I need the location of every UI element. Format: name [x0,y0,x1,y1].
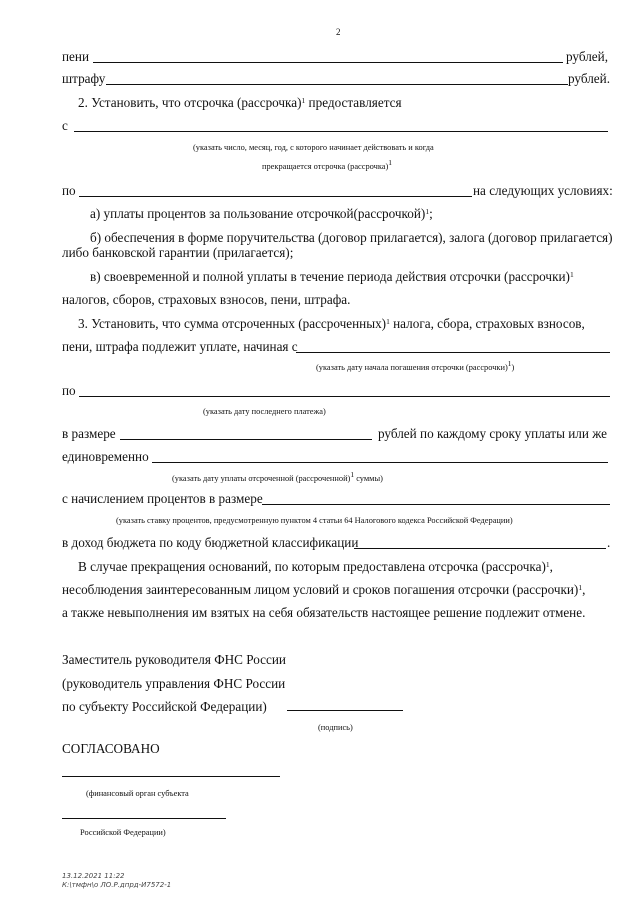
label-rub-2: рублей. [568,71,611,86]
print-stamp-date: 13.12.2021 11:22 [62,872,125,880]
budget-end: . [607,535,611,550]
note-start-date: (указать число, месяц, год, с которого начинает действовать и когда [193,143,434,152]
condition-b-line2: либо банковской гарантии (прилагается); [62,245,294,260]
label-po-1: по [62,183,76,198]
agreed-blank-1 [62,776,280,777]
agreed-blank-2 [62,818,226,819]
note-end-date: прекращается отсрочка (рассрочка)$^1$ [262,158,393,171]
paragraph-3: 3. Установить, что сумма отсроченных (рассроченных)$^1$ налога, сбора, страховых взносов, [78,316,585,331]
agreed-heading: СОГЛАСОВАНО [62,741,160,756]
print-stamp-file: К:\тмфн\о ЛО.Р.дпрд-И7572-1 [62,881,172,889]
interest-blank [262,504,610,505]
note-repay-start: (указать дату начала погашения отсрочки (рассрочки)$^1$) [316,359,515,372]
label-per-term: рублей по каждому сроку уплаты или же [378,426,608,441]
condition-a: а) уплаты процентов за пользование отсрочкой(рассрочкой)$^1$; [90,206,433,221]
note-last-payment: (указать дату последнего платежа) [203,407,326,416]
signer-title-1: Заместитель руководителя ФНС России [62,652,286,667]
label-shtrafu: штрафу [62,71,106,86]
label-peni: пени [62,49,90,64]
label-interest: с начислением процентов в размере [62,491,263,506]
label-edinovremenno: единовременно [62,449,149,464]
peni-blank [93,62,563,63]
lump-sum-blank [152,462,608,463]
label-rub-1: рублей, [566,49,609,64]
label-conditions: на следующих условиях: [473,183,613,198]
cancel-clause-1: В случае прекращения оснований, по которым предоставлена отсрочка (рассрочка)$^1$, [78,559,553,574]
note-interest: (указать ставку процентов, предусмотренную пунктом 4 статьи 64 Налогового кодекса Российской Федерации) [116,516,513,525]
start-date-blank [74,131,608,132]
note-lump-sum: (указать дату уплаты отсроченной (рассроченной)$^1$ суммы) [172,470,383,483]
paragraph-2: 2. Установить, что отсрочка (рассрочка)$^1$ предоставляется [78,95,402,110]
page-number: 2 [336,27,341,37]
signature-blank [287,710,403,711]
signer-title-2: (руководитель управления ФНС России [62,676,286,691]
shtraf-blank [106,84,568,85]
label-s: с [62,118,68,133]
note-subject-rf: Российской Федерации) [80,828,166,837]
condition-b-line1: б) обеспечения в форме поручительства (договор прилагается), залога (договор прилагается) [90,230,613,245]
condition-c-line1: в) своевременной и полной уплаты в течение периода действия отсрочки (рассрочки)$^1$ [90,269,574,284]
signer-title-3: по субъекту Российской Федерации) [62,699,267,714]
label-v-razmere: в размере [62,426,116,441]
end-date-blank [79,196,472,197]
budget-code-blank [354,548,606,549]
condition-c-line2: налогов, сборов, страховых взносов, пени, штрафа. [62,292,351,307]
note-signature: (подпись) [318,723,353,732]
repay-start-blank [296,352,610,353]
paragraph-3-cont: пени, штрафа подлежит уплате, начиная с [62,339,298,354]
amount-blank [120,439,372,440]
label-po-2: по [62,383,76,398]
cancel-clause-3: а также невыполнения им взятых на себя обязательств настоящее решение подлежит отмене. [62,605,586,620]
label-budget: в доход бюджета по коду бюджетной классификации [62,535,359,550]
last-payment-blank [79,396,610,397]
cancel-clause-2: несоблюдения заинтересованным лицом условий и сроков погашения отсрочки (рассрочки)$^1$, [62,582,586,597]
note-fin-organ: (финансовый орган субъекта [86,789,189,798]
